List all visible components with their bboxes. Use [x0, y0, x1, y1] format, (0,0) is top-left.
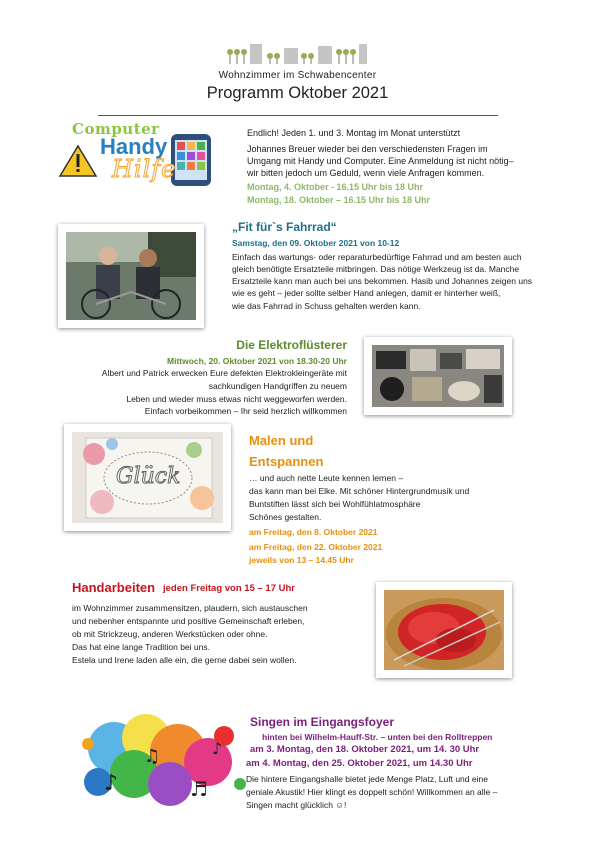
svg-text:♫: ♫ [144, 746, 161, 767]
malen-photo [64, 424, 231, 531]
fahrrad-photo [58, 224, 204, 328]
elektro-title: Die Elektroflüsterer [236, 338, 347, 352]
fahrrad-title: „Fit für`s Fahrrad“ [232, 220, 337, 234]
handarbeit-line-2: und nebenher entspannte und positive Gemeinschaft erleben, [72, 616, 305, 626]
music-splash-icon [74, 704, 250, 816]
header-divider [98, 115, 498, 116]
computer-date-2: Montag, 18. Oktober – 16.15 Uhr bis 18 Uhr [247, 195, 431, 205]
malen-image-text: Glück [116, 464, 181, 489]
logo-word-computer: Computer [72, 120, 160, 138]
fahrrad-line-5: wie das Fahrrad in Schuss gehalten werden kann. [232, 301, 421, 311]
bicycle-repair-image [66, 232, 196, 320]
handarbeit-photo [376, 582, 512, 678]
handarbeit-when: jeden Freitag von 15 – 17 Uhr [163, 583, 295, 594]
svg-text:♬: ♬ [190, 777, 208, 801]
computer-date-1: Montag, 4. Oktober - 16.15 Uhr bis 18 Uhr [247, 182, 424, 192]
handarbeit-line-4: Das hat eine lange Tradition bei uns. [72, 642, 210, 652]
singen-location: hinten bei Wilhelm-Hauff-Str. – unten bei den Rolltreppen [262, 732, 493, 742]
header-logo [226, 42, 371, 64]
fahrrad-line-2: gleich benötigte Ersatzteile mitbringen. Das nötige Werkzeug ist da. Manche [232, 264, 520, 274]
svg-text:♪: ♪ [104, 771, 119, 796]
singen-line-3: Singen macht glücklich ☺! [246, 800, 347, 810]
header-subtitle: Wohnzimmer im Schwabencenter [218, 70, 377, 81]
fahrrad-line-4: wie es geht – jeder sollte selber Hand anlegen, damit er hinterher weiß, [232, 288, 501, 298]
singen-date-1: am 3. Montag, den 18. Oktober 2021, um 14. 30 Uhr [250, 744, 480, 755]
handarbeit-line-3: ob mit Strickzeug, anderen Werkstücken oder ohne. [72, 629, 268, 639]
elektro-line-1: Albert und Patrick erwecken Eure defekten Elektrokleingeräte mit [101, 368, 347, 378]
handarbeit-line-1: im Wohnzimmer zusammensitzen, plaudern, sich austauschen [72, 603, 308, 613]
singen-splash-image [74, 704, 250, 816]
malen-title-line-2: Entspannen [249, 454, 324, 469]
handarbeit-line-5: Estela und Irene laden alle ein, die gerne dabei sein wollen. [72, 655, 297, 665]
computer-handy-hilfe-logo [56, 118, 234, 190]
malen-line-1: … und auch nette Leute kennen lernen – [249, 473, 404, 483]
malen-line-4: Schönes gestalten. [249, 512, 322, 522]
handarbeit-title: Handarbeiten [72, 580, 156, 595]
computer-line-2: Umgang mit Handy und Computer. Eine Anmeldung ist nicht nötig– [247, 156, 514, 166]
singen-title: Singen im Eingangsfoyer [250, 715, 395, 729]
fahrrad-date: Samstag, den 09. Oktober 2021 von 10-12 [232, 238, 400, 248]
elektro-date: Mittwoch, 20. Oktober 2021 von 18.30-20 Uhr [167, 356, 347, 366]
logo-word-handy: Handy [100, 134, 168, 159]
fahrrad-line-1: Einfach das wartungs- oder reparaturbedürftige Fahrrad und am besten auch [232, 252, 522, 262]
malen-title-line-1: Malen und [249, 433, 314, 448]
computer-line-1: Johannes Breuer wieder bei den verschiedensten Fragen im [247, 144, 488, 154]
logo-word-hilfe: Hilfe [112, 155, 177, 183]
malen-date-1: am Freitag, den 8. Oktober 2021 [249, 527, 378, 537]
elektro-line-4: Einfach vorbeikommen – Ihr seid herzlich willkommen [144, 406, 347, 416]
knitting-basket-image [384, 590, 504, 670]
elektro-line-3: Leben und wieder muss etwas nicht weggeworfen werden. [126, 394, 347, 404]
svg-text:♪: ♪ [212, 739, 223, 758]
page-title: Programm Oktober 2021 [206, 84, 389, 102]
elektro-line-2: sachkundigen Handgriffen zu neuem [208, 381, 347, 391]
computer-line-3: wir bitten jedoch um Geduld, wenn viele Anfragen kommen. [247, 168, 485, 178]
logo-graphic [226, 42, 371, 64]
computer-intro: Endlich! Jeden 1. und 3. Montag im Monat unterstützt [247, 128, 461, 138]
malen-line-2: das kann man bei Elke. Mit schöner Hintergrundmusik und [249, 486, 470, 496]
fahrrad-line-3: Ersatzteile kann man auch bei uns bekommen. Hasib und Johannes zeigen uns [232, 276, 533, 286]
electronics-image [372, 345, 504, 407]
malen-time: jeweils von 13 – 14.45 Uhr [249, 555, 354, 565]
singen-line-1: Die hintere Eingangshalle bietet jede Menge Platz, Luft und eine [246, 774, 488, 784]
singen-line-2: geniale Akustik! Hier klingt es doppelt schön! Willkommen an alle – [246, 787, 498, 797]
elektro-photo [364, 337, 512, 415]
malen-date-2: am Freitag, den 22. Oktober 2021 [249, 542, 383, 552]
singen-date-2: am 4. Montag, den 25. Oktober 2021, um 14.30 Uhr [246, 758, 473, 769]
malen-line-3: Buntstiften lässt sich bei Wohlfühlatmosphäre [249, 499, 421, 509]
